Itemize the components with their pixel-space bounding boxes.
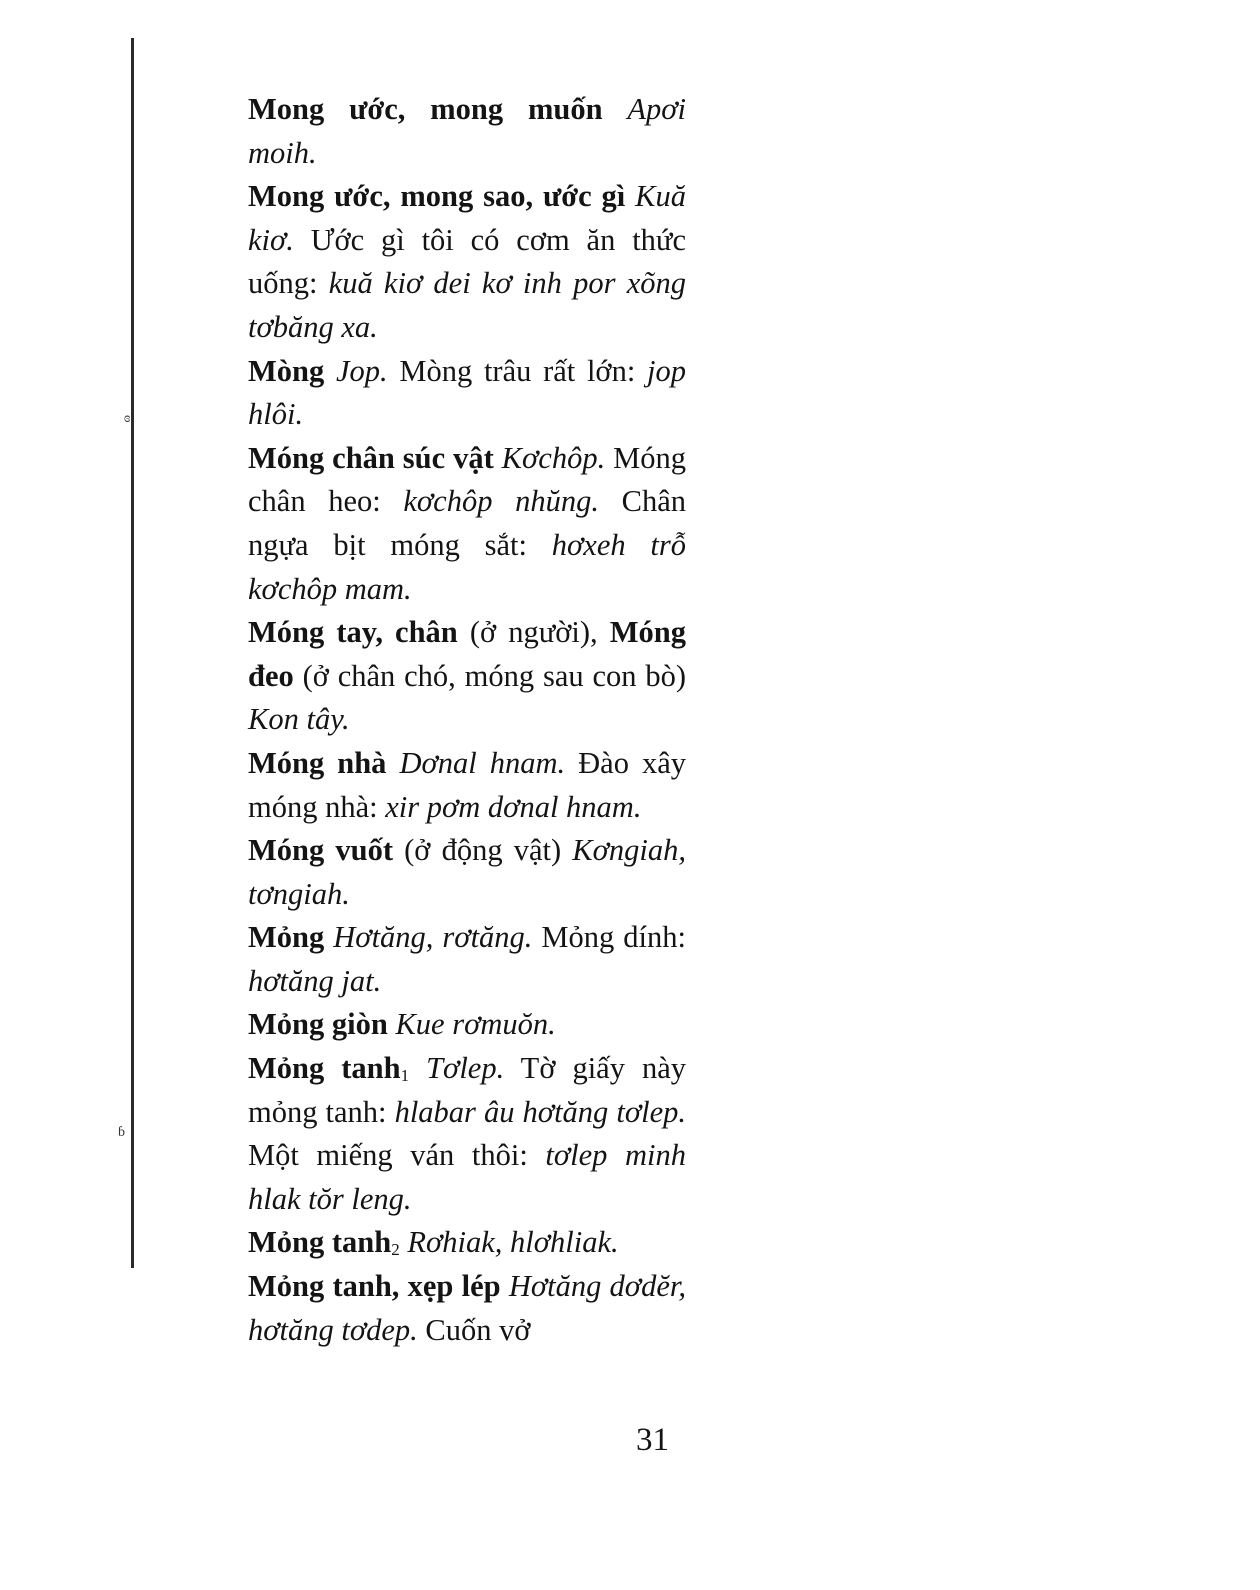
translation-text: tơlep minh hlak tŏr leng. [248,1138,686,1216]
gloss-text: Chân ngựa bịt móng sắt: [248,484,686,562]
headword: Móng vuốt [248,833,394,868]
dictionary-entry [248,1265,686,1352]
gloss-text: (ở động vật) [393,833,573,868]
translation-text: hơtăng jat. [248,963,382,998]
dictionary-entry [248,175,686,349]
dictionary-entry [248,1047,686,1221]
homonym-index: 2 [391,1240,400,1260]
page-number: 31 [636,1422,669,1458]
translation-text: Dơnal hnam. [399,745,566,780]
gloss-text: Đào xây móng nhà: [248,745,686,824]
dictionary-column [248,88,686,1352]
gloss-text: Mòng trâu rất lớn: [387,353,648,388]
translation-text: Tơlep. [426,1051,505,1086]
headword: Móng chân súc vật [248,440,494,475]
dictionary-entry [248,611,686,742]
dictionary-entry [248,829,686,916]
headword: Móng tay, chân [248,615,458,650]
gloss-text [324,354,336,388]
translation-text: Apơi moih. [248,92,686,170]
dictionary-entry [248,742,686,829]
headword: Móng đeo [248,615,687,693]
headword: Mong ước, mong sao, ước gì [248,179,626,214]
translation-text: kuă kiơ dei kơ inh por xõng tơbăng xa. [248,266,686,344]
gloss-text [494,441,502,475]
scan-speck-mark: ɓ [118,1125,125,1140]
scan-speck-mark: ɞ [124,411,131,426]
gloss-text: Mỏng dính: [532,920,686,955]
gloss-text [501,1269,509,1303]
headword: Mỏng [248,920,325,955]
gloss-text [386,746,399,780]
dictionary-entry [248,1221,686,1265]
headword: Móng nhà [248,745,387,780]
gloss-text: (ở chân chó, móng sau con bò) [293,658,686,693]
gloss-text: Móng chân heo: [248,440,687,519]
translation-text: jop hlôi. [248,353,686,432]
gloss-text: Cuốn vở [417,1312,531,1347]
translation-text: hlabar âu hơtăng tơlep. [394,1094,686,1129]
translation-text: Hơtăng, rơtăng. [333,920,533,955]
dictionary-entry [248,437,686,611]
headword: Mỏng tanh, xẹp lép [248,1269,501,1304]
dictionary-entry [248,350,686,437]
gloss-text [603,92,628,126]
translation-text: Kơngiah, tơngiah. [248,833,686,911]
gloss-text: Tờ giấy này mỏng tanh: [248,1051,686,1129]
gloss-text [324,920,333,954]
gloss-text [625,179,635,213]
gloss-text [409,1051,426,1085]
headword: Mỏng tanh [248,1051,401,1086]
binding-edge-line [131,38,134,1268]
gloss-text: (ở người), [457,615,610,650]
translation-text: Kon tây. [248,702,350,737]
translation-text: Rơhiak, hlơhliak. [407,1225,619,1260]
translation-text: Kue rơmuŏn. [395,1007,556,1042]
dictionary-entry [248,88,686,175]
translation-text: Jop. [335,353,388,388]
translation-text: kơchôp nhŭng. [403,484,599,519]
headword: Mỏng giòn [248,1007,388,1042]
gloss-text: Một miếng ván thôi: [248,1138,546,1173]
translation-text: Kơchôp. [501,440,606,475]
translation-text: Hơtăng dơdĕr, hơtăng tơdep. [248,1269,686,1347]
gloss-text: Ước gì tôi có cơm ăn thức uống: [248,222,686,301]
translation-text: Kuă kiơ. [248,179,687,257]
translation-text: hơxeh trỗ kơchôp mam. [248,527,686,606]
headword: Mỏng tanh [248,1225,392,1260]
dictionary-entry [248,1003,686,1047]
translation-text: xir pơm dơnal hnam. [385,789,642,824]
dictionary-entry [248,916,686,1003]
homonym-index: 1 [400,1066,410,1086]
headword: Mòng [248,353,325,388]
headword: Mong ước, mong muốn [248,92,603,126]
